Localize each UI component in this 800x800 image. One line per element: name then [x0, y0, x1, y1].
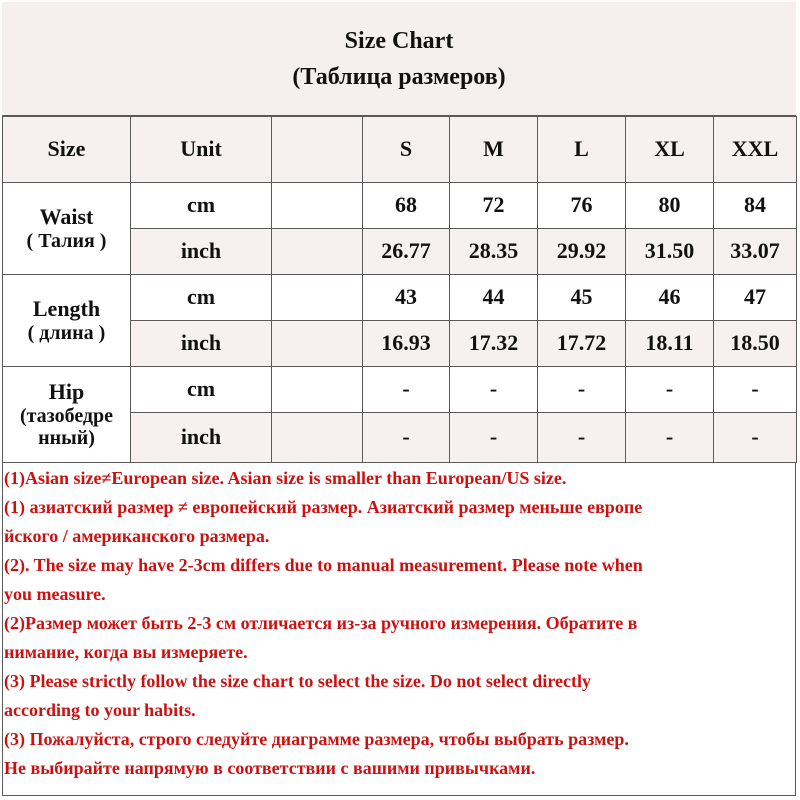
value-cell: -	[450, 367, 538, 413]
unit-cell: cm	[131, 183, 272, 229]
length-label	[3, 275, 131, 367]
unit-cell: cm	[131, 275, 272, 321]
unit-cell: inch	[131, 413, 272, 463]
note-line: you measure.	[4, 584, 106, 604]
waist-label-main: Waist	[39, 204, 94, 230]
unit-cell: inch	[131, 229, 272, 275]
table-row	[3, 275, 797, 321]
value-cell: -	[626, 413, 714, 463]
hip-label	[3, 367, 131, 463]
value-cell: 17.32	[450, 321, 538, 367]
value-cell: -	[538, 413, 626, 463]
value-cell: 28.35	[450, 229, 538, 275]
note-line: Не выбирайте напрямую в соответствии с вашими привычками.	[4, 758, 536, 778]
value-cell: -	[626, 367, 714, 413]
value-cell: 45	[538, 275, 626, 321]
value-cell: 80	[626, 183, 714, 229]
blank-cell	[272, 183, 363, 229]
note-line: (1)Asian size≠European size. Asian size is smaller than European/US size.	[4, 468, 567, 488]
title-block	[2, 2, 796, 116]
size-table	[2, 116, 797, 463]
blank-cell	[272, 229, 363, 275]
header-size: Size	[3, 117, 131, 183]
header-blank	[272, 117, 363, 183]
unit-cell: cm	[131, 367, 272, 413]
value-cell: 47	[714, 275, 797, 321]
value-cell: 76	[538, 183, 626, 229]
value-cell: 18.11	[626, 321, 714, 367]
value-cell: -	[714, 413, 797, 463]
header-size-s: S	[363, 117, 450, 183]
hip-label-main: Hip	[48, 379, 85, 405]
value-cell: -	[538, 367, 626, 413]
note-line: (3) Please strictly follow the size chart to select the size. Do not select directly	[4, 671, 591, 691]
waist-label-sub: ( Талия )	[26, 229, 107, 252]
value-cell: 26.77	[363, 229, 450, 275]
note-line: нимание, когда вы измеряете.	[4, 642, 248, 662]
value-cell: 46	[626, 275, 714, 321]
header-size-xxl: XXL	[714, 117, 797, 183]
length-label-main: Length	[32, 296, 101, 322]
value-cell: 72	[450, 183, 538, 229]
unit-cell: inch	[131, 321, 272, 367]
note-line: according to your habits.	[4, 700, 196, 720]
note-line: (2)Размер может быть 2-3 см отличается из-за ручного измерения. Обратите в	[4, 613, 638, 633]
value-cell: -	[363, 413, 450, 463]
hip-label-sub: (тазобедре нный)	[19, 404, 114, 449]
blank-cell	[272, 275, 363, 321]
note-line: (3) Пожалуйста, строго следуйте диаграмме размера, чтобы выбрать размер.	[4, 729, 629, 749]
blank-cell	[272, 413, 363, 463]
header-size-m: M	[450, 117, 538, 183]
value-cell: 44	[450, 275, 538, 321]
value-cell: 18.50	[714, 321, 797, 367]
page-subtitle: (Таблица размеров)	[292, 64, 506, 90]
table-row	[3, 183, 797, 229]
header-unit: Unit	[131, 117, 272, 183]
value-cell: -	[363, 367, 450, 413]
page-title: Size Chart	[344, 28, 454, 54]
value-cell: 16.93	[363, 321, 450, 367]
length-label-sub: ( длина )	[27, 321, 106, 344]
header-size-xl: XL	[626, 117, 714, 183]
value-cell: 33.07	[714, 229, 797, 275]
value-cell: 43	[363, 275, 450, 321]
table-row	[3, 367, 797, 413]
waist-label	[3, 183, 131, 275]
notes-block	[4, 464, 794, 783]
blank-cell	[272, 321, 363, 367]
value-cell: 17.72	[538, 321, 626, 367]
value-cell: 68	[363, 183, 450, 229]
value-cell: -	[714, 367, 797, 413]
value-cell: -	[450, 413, 538, 463]
header-row	[3, 117, 797, 183]
note-line: (1) азиатский размер ≠ европейский размер. Азиатский размер меньше европе	[4, 497, 643, 517]
value-cell: 84	[714, 183, 797, 229]
value-cell: 31.50	[626, 229, 714, 275]
value-cell: 29.92	[538, 229, 626, 275]
blank-cell	[272, 367, 363, 413]
header-size-l: L	[538, 117, 626, 183]
note-line: (2). The size may have 2-3cm differs due to manual measurement. Please note when	[4, 555, 643, 575]
note-line: йского / американского размера.	[4, 526, 270, 546]
